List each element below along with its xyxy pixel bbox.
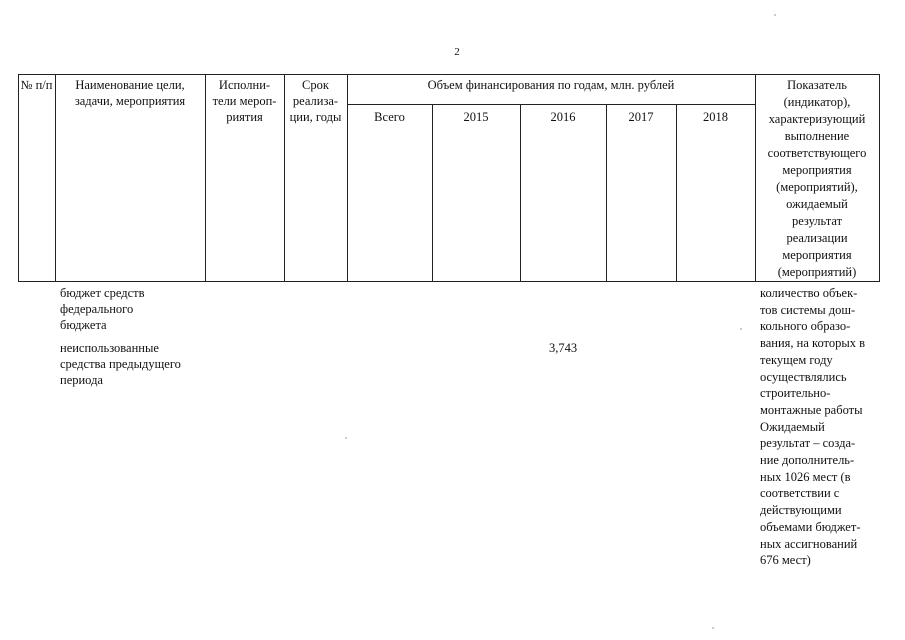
header-indicator: Показатель (индикатор), характеризующий выполнение соответствующего мероприятия (мероприятий), ожидаемый результат реализации мероприятия (мероприятий) — [767, 78, 867, 279]
scan-speck — [774, 14, 776, 16]
header-total: Всего — [374, 110, 405, 124]
funding-subheader-line — [347, 104, 755, 105]
page-number: 2 — [454, 46, 460, 58]
row-federal-budget: бюджет средств федерального бюджета — [60, 286, 145, 332]
column-divider — [347, 74, 348, 282]
column-divider — [432, 104, 433, 282]
header-year-2015: 2015 — [463, 110, 489, 124]
table-border-top — [18, 74, 879, 75]
header-number: № п/п — [20, 78, 53, 92]
scan-speck — [712, 627, 714, 629]
header-name: Наименование цели, задачи, мероприятия — [74, 78, 186, 108]
table-border-right — [879, 74, 880, 282]
column-divider — [676, 104, 677, 282]
header-executors: Исполни- тели мероп- риятия — [212, 78, 277, 124]
header-year-2017: 2017 — [628, 110, 654, 124]
header-funding: Объем финансирования по годам, млн. рублей — [427, 78, 675, 92]
table-border-bottom — [18, 281, 879, 282]
header-year-2016: 2016 — [550, 110, 576, 124]
column-divider — [520, 104, 521, 282]
table-header — [18, 74, 879, 282]
indicator-description: количество объек- тов системы дош- кольного образо- вания, на которых в текущем году осуществлялись строительно- монтажные работы Ожидаемый результат – созда- ние дополнитель- ных 1026 мест (в соответствии с действующими объемами бюджет- ных ассигнований 676 мест) — [760, 286, 866, 568]
column-divider — [606, 104, 607, 282]
scan-speck — [740, 328, 742, 330]
scan-speck — [345, 437, 347, 439]
header-year-2018: 2018 — [703, 110, 728, 124]
row-unused-funds: неиспользованные средства предыдущего периода — [60, 341, 181, 387]
header-term: Срок реализа- ции, годы — [289, 78, 342, 124]
table-border-left — [18, 74, 19, 282]
value-2016: 3,743 — [548, 341, 578, 355]
